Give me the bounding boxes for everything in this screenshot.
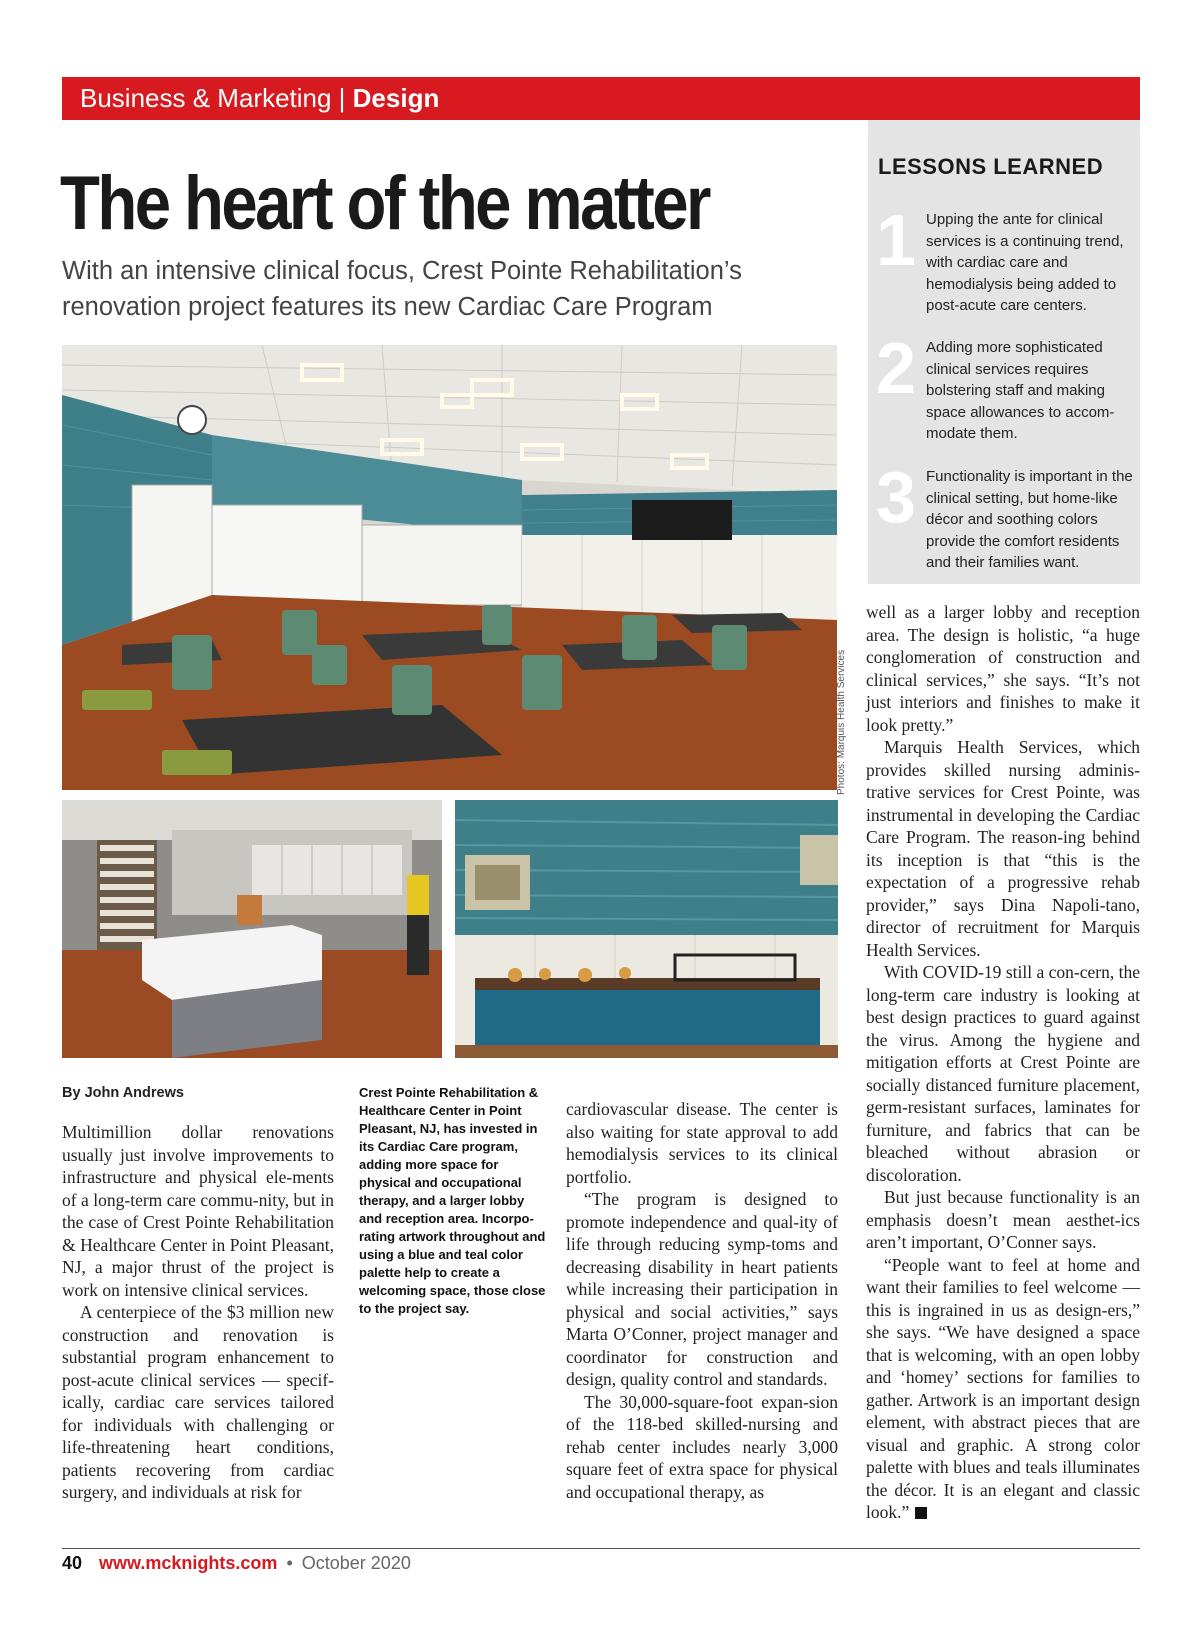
body-paragraph: well as a larger lobby and reception area. The design is holistic, “a huge conglomeration of construction and clinical services,” she says. “It’s not just interiors and finishes to make it look pretty.”	[866, 602, 1140, 735]
lessons-learned-sidebar	[868, 120, 1140, 584]
page-number: 40	[62, 1553, 83, 1573]
section-label: Business & Marketing	[80, 83, 332, 113]
body-column-3	[866, 601, 1140, 1524]
dek: With an intensive clinical focus, Crest Pointe Rehabilitation’s renovation project features its new Cardiac Care Program	[62, 257, 742, 321]
section-banner	[62, 77, 1140, 120]
lesson-number: 1	[876, 201, 917, 281]
end-of-story-mark	[915, 1507, 927, 1519]
photo-servery	[455, 800, 838, 1058]
issue-date: October 2020	[301, 1553, 411, 1573]
lesson-text: Functionality is important in the clinical setting, but home-like décor and soothing colors provide the comfort residents and their families want.	[926, 468, 1133, 571]
body-paragraph: But just because functionality is an emphasis doesn’t mean aesthet-ics aren’t important, O’Conner says.	[866, 1187, 1140, 1252]
headline: The heart of the matter	[60, 161, 709, 246]
footer-separator: •	[286, 1553, 293, 1573]
body-paragraph: “People want to feel at home and want their families to feel welcome — this is ingrained in us as design-ers,” she says. “We have designed a space that is welcoming, with an open lobby and ‘homey’ sections for families to gather. Artwork is an important design element, with abstract pieces that are visual and graphic. A strong color palette with blues and teals illuminates the décor. It is an elegant and classic look.”	[866, 1254, 1140, 1522]
body-paragraph: cardiovascular disease. The center is also waiting for state approval to add hemodialysis services to its clinical portfolio.	[566, 1099, 838, 1187]
body-paragraph: “The program is designed to promote independence and qual-ity of life through reducing symp-toms and decreasing disability in heart patients while increasing their participation in physical and social activities,” says Marta O’Conner, project manager and coordinator for construction and design, quality control and standards.	[566, 1189, 838, 1389]
website-link[interactable]: www.mcknights.com	[99, 1553, 278, 1573]
subsection-label: Design	[352, 83, 440, 113]
photo-nurses-station	[62, 800, 442, 1058]
body-column-2	[566, 1098, 838, 1503]
section-divider: |	[331, 83, 353, 113]
body-paragraph: With COVID-19 still a con-cern, the long-term care industry is looking at best design practices to guard against the virus. Among the hygiene and mitigation efforts at Crest Pointe are socially distanced furniture placement, germ-resistant surfaces, laminates for furniture, and fabrics that can be bleached without abrasion or discoloration.	[866, 962, 1140, 1185]
body-column-1	[62, 1121, 334, 1504]
footer-rule	[62, 1548, 1140, 1549]
photo-credit: Photos: Marquis Health Services	[836, 649, 847, 795]
body-paragraph: Marquis Health Services, which provides skilled nursing adminis-trative services for Crest Pointe, was instrumental in developing the Cardiac Care Program. The reason-ing behind its inception is that “this is the expectation of a progressive rehab provider,” says Dina Napoli-tano, director of recruitment for Marquis Health Services.	[866, 737, 1140, 960]
body-paragraph: The 30,000-square-foot expan-sion of the 118-bed skilled-nursing and rehab center includes nearly 3,000 square feet of extra space for physical and occupational therapy, as	[566, 1391, 838, 1502]
body-paragraph: A centerpiece of the $3 million new construction and renovation is substantial program enhancement to post-acute clinical services — specif-ically, cardiac care services tailored for individuals with challenging or life-threatening heart conditions, patients recovering from cardiac surgery, and individuals at risk for	[62, 1302, 334, 1502]
lesson-text: Upping the ante for clinical services is a continuing trend, with cardiac care and hemodialysis being added to post-acute care centers.	[926, 211, 1124, 314]
body-paragraph: Multimillion dollar renovations usually just involve improvements to infrastructure and physical ele-ments of a long-term care commu-nity, but in the case of Crest Pointe Rehabilitation & Healthcare Center in Point Pleasant, NJ, a major thrust of the project is work on intensive clinical services.	[62, 1122, 334, 1300]
photo-caption: Crest Pointe Rehabilitation & Healthcare Center in Point Pleasant, NJ, has invested in its Cardiac Care program, adding more space for physical and occupational therapy, and a larger lobby and reception area. Incorpo-rating artwork throughout and using a blue and teal color palette help to create a welcoming space, those close to the project say.	[359, 1085, 546, 1316]
lesson-number: 3	[876, 458, 917, 538]
photo-dining-room	[62, 345, 837, 790]
lesson-text: Adding more sophisticated clinical services requires bolstering staff and making space allowances to accom-modate them.	[926, 339, 1115, 442]
byline: By John Andrews	[62, 1085, 184, 1101]
sidebar-title: LESSONS LEARNED	[878, 154, 1104, 179]
lesson-number: 2	[876, 329, 917, 409]
page-footer	[62, 1553, 411, 1574]
